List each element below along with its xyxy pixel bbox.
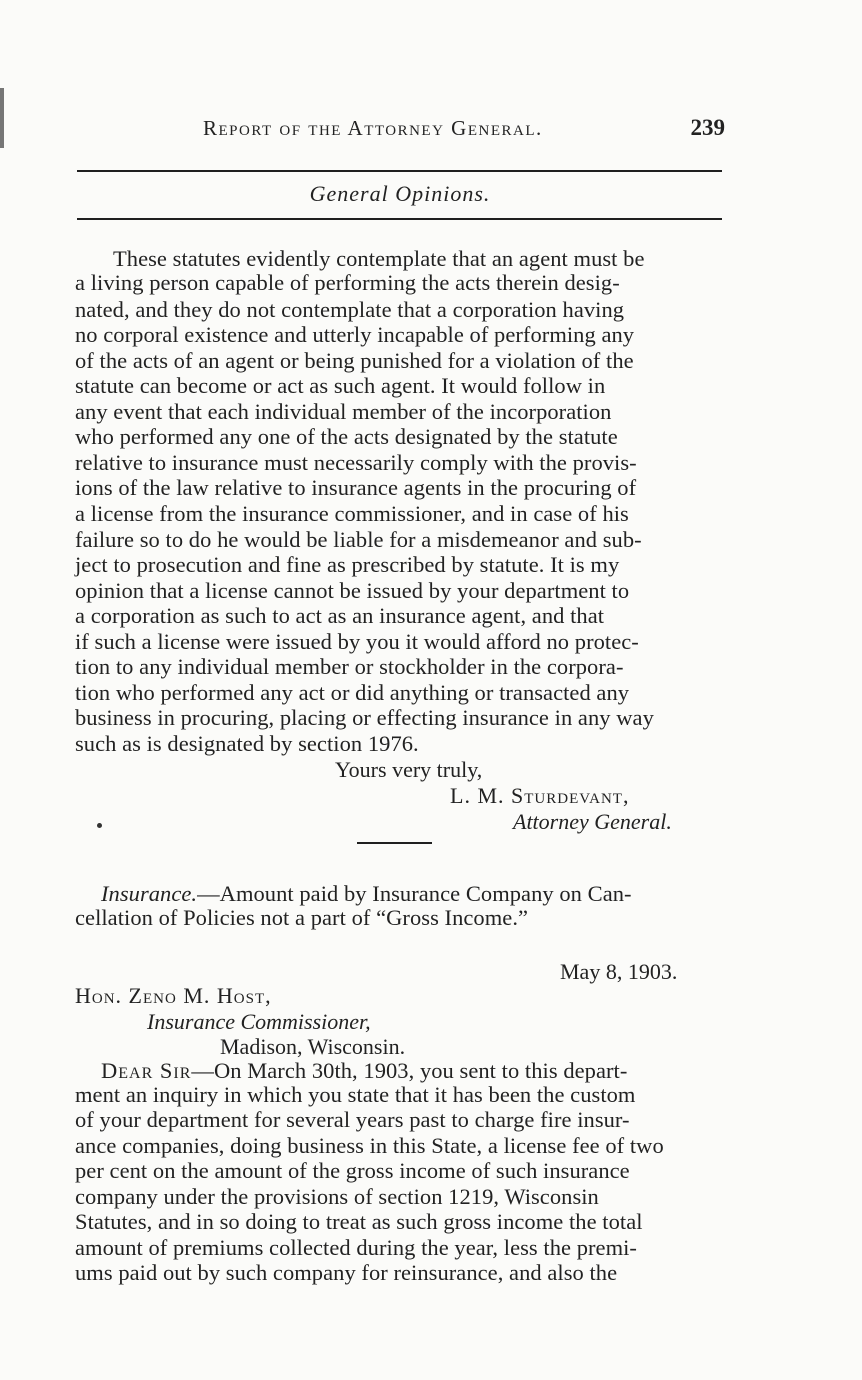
- text-line: of your department for several years past to charge fire insur-: [75, 1107, 630, 1132]
- text-line: statute can become or act as such agent. It would follow in: [75, 373, 606, 398]
- text-line: failure so to do he would be liable for a misdemeanor and sub-: [75, 527, 642, 552]
- text-line: relative to insurance must necessarily comply with the provis-: [75, 450, 637, 475]
- headnote-text: —Amount paid by Insurance Company on Can-: [197, 881, 632, 906]
- running-head: Report of the Attorney General.: [203, 116, 543, 140]
- text-line: such as is designated by section 1976.: [75, 731, 419, 756]
- text-line: Statutes, and in so doing to treat as such gross income the total: [75, 1209, 643, 1234]
- page-header: [75, 116, 725, 146]
- text-line: any event that each individual member of the incorporation: [75, 399, 612, 424]
- text-line: company under the provisions of section 1219, Wisconsin: [75, 1184, 599, 1209]
- letter-date: May 8, 1903.: [560, 959, 678, 984]
- page-number: 239: [690, 115, 725, 140]
- text-line: amount of premiums collected during the year, less the premi-: [75, 1235, 637, 1260]
- page-edge-mark: [0, 88, 4, 148]
- text-line: tion who performed any act or did anything or transacted any: [75, 680, 630, 705]
- text-line: ums paid out by such company for reinsurance, and also the: [75, 1260, 618, 1285]
- text-line: opinion that a license cannot be issued by your department to: [75, 578, 630, 603]
- text-line: a living person capable of performing the acts therein desig-: [75, 270, 620, 295]
- addressee-name: Hon. Zeno M. Host,: [75, 983, 272, 1008]
- signature-title: Attorney General.: [513, 809, 672, 834]
- text-line: of the acts of an agent or being punished for a violation of the: [75, 348, 634, 373]
- addressee-title: Insurance Commissioner,: [147, 1009, 371, 1034]
- headnote-line-2: cellation of Policies not a part of “Gross Income.”: [75, 905, 529, 930]
- text-line: nated, and they do not contemplate that a corporation having: [75, 297, 625, 322]
- signature-name: L. M. Sturdevant,: [450, 783, 630, 808]
- text-line: per cent on the amount of the gross income of such insurance: [75, 1158, 630, 1183]
- headnote-topic: Insurance.: [101, 881, 198, 906]
- text-line: ment an inquiry in which you state that it has been the custom: [75, 1082, 636, 1107]
- text-line: These statutes evidently contemplate that an agent must be: [113, 246, 645, 271]
- text-line: ance companies, doing business in this State, a license fee of two: [75, 1133, 664, 1158]
- section-divider: [357, 842, 432, 844]
- text-line: a license from the insurance commissioner, and in case of his: [75, 501, 629, 526]
- text-line: no corporal existence and utterly incapable of performing any: [75, 322, 635, 347]
- section-title: General Opinions.: [309, 181, 491, 206]
- letter-first-line: [101, 1059, 627, 1083]
- salutation: Dear Sir: [101, 1058, 192, 1083]
- headnote-line-1: [101, 882, 632, 906]
- text-line: tion to any individual member or stockholder in the corpora-: [75, 654, 624, 679]
- text-line: who performed any one of the acts designated by the statute: [75, 424, 618, 449]
- text-line: if such a license were issued by you it would afford no protec-: [75, 629, 639, 654]
- text-line: a corporation as such to act as an insurance agent, and that: [75, 603, 605, 628]
- closing: Yours very truly,: [335, 757, 483, 782]
- addressee-place: Madison, Wisconsin.: [220, 1034, 406, 1059]
- text-line: ject to prosecution and fine as prescribed by statute. It is my: [75, 552, 620, 577]
- header-rule-bottom: [77, 218, 722, 220]
- text-line: business in procuring, placing or effecting insurance in any way: [75, 705, 654, 730]
- printer-mark: [97, 823, 102, 828]
- header-rule-top: [77, 170, 722, 172]
- letter-text: —On March 30th, 1903, you sent to this depart-: [191, 1058, 628, 1083]
- text-line: ions of the law relative to insurance agents in the procuring of: [75, 475, 637, 500]
